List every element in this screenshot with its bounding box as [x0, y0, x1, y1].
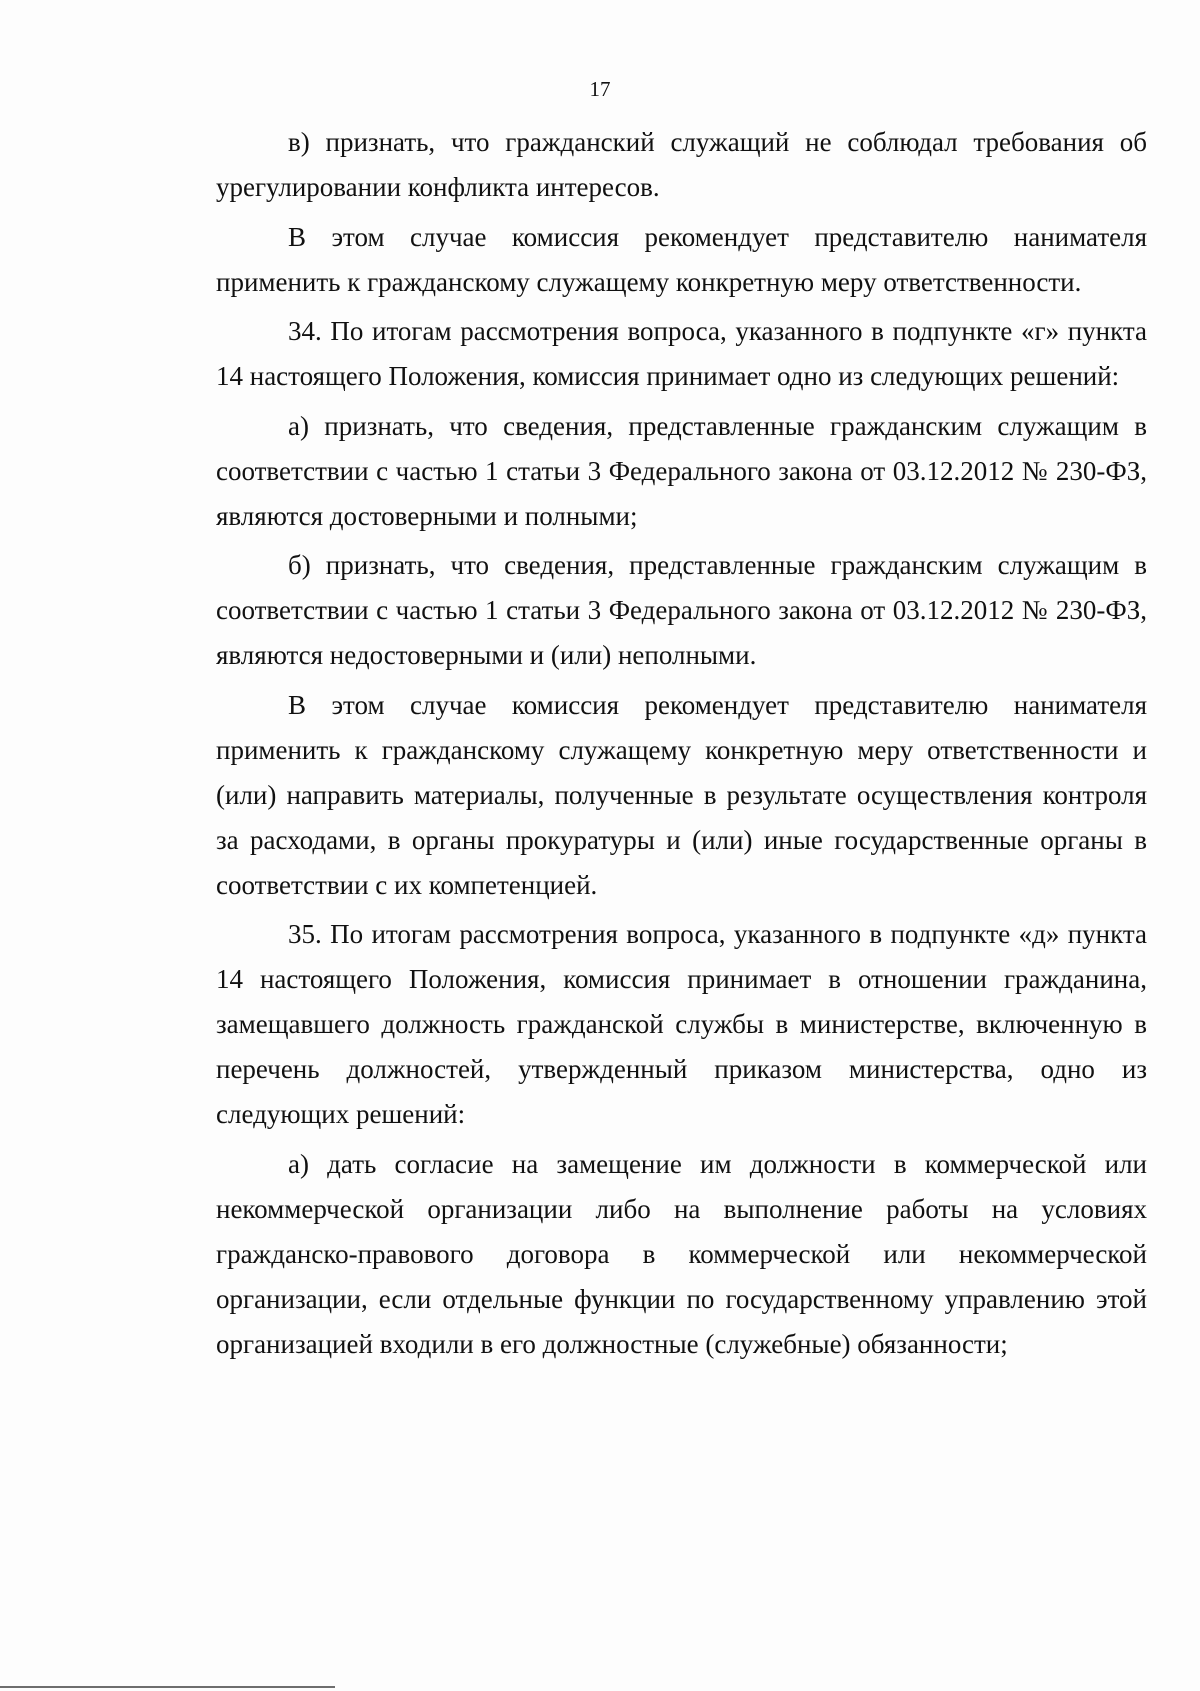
scan-edge-divider — [0, 1686, 335, 1688]
paragraph-recommendation: В этом случае комиссия рекомендует представителю нанимателя применить к гражданскому служащему конкретную меру ответственности. — [216, 221, 1147, 297]
paragraph-item-a-35: а) дать согласие на замещение им должности в коммерческой или некоммерческой организации либо на выполнение работы на условиях гражданско-правового договора в коммерческой или некоммерческой организации, если отдельные функции по государственному управлению этой организацией входили в его должностные (служебные) обязанности; — [216, 1148, 1147, 1359]
paragraph-recommendation-34: В этом случае комиссия рекомендует представителю нанимателя применить к гражданскому служащему конкретную меру ответственности и (или) направить материалы, полученные в результате осуществления контроля за расходами, в органы прокуратуры и (или) иные государственные органы в соответствии с их компетенцией. — [216, 689, 1147, 900]
paragraph-clause-35: 35. По итогам рассмотрения вопроса, указанного в подпункте «д» пункта 14 настоящего Положения, комиссия принимает в отношении гражданина, замещавшего должность гражданской службы в министерстве, включенную в перечень должностей, утвержденный приказом министерства, одно из следующих решений: — [216, 919, 1147, 1129]
paragraph-item-v: в) признать, что гражданский служащий не соблюдал требования об урегулировании конфликта интересов. — [216, 127, 1147, 202]
paragraph-clause-34: 34. По итогам рассмотрения вопроса, указанного в подпункте «г» пункта 14 настоящего Положения, комиссия принимает одно из следующих решений: — [216, 316, 1147, 391]
page-number: 17 — [589, 77, 611, 101]
document-body — [216, 120, 1147, 1371]
paragraph-item-a-34: а) признать, что сведения, представленные гражданским служащим в соответствии с частью 1 статьи 3 Федерального закона от 03.12.2012 № 230-ФЗ, являются достоверными и полными; — [216, 410, 1147, 531]
paragraph-item-b-34: б) признать, что сведения, представленные гражданским служащим в соответствии с частью 1 статьи 3 Федерального закона от 03.12.2012 № 230-ФЗ, являются недостоверными и (или) неполными. — [216, 550, 1147, 670]
